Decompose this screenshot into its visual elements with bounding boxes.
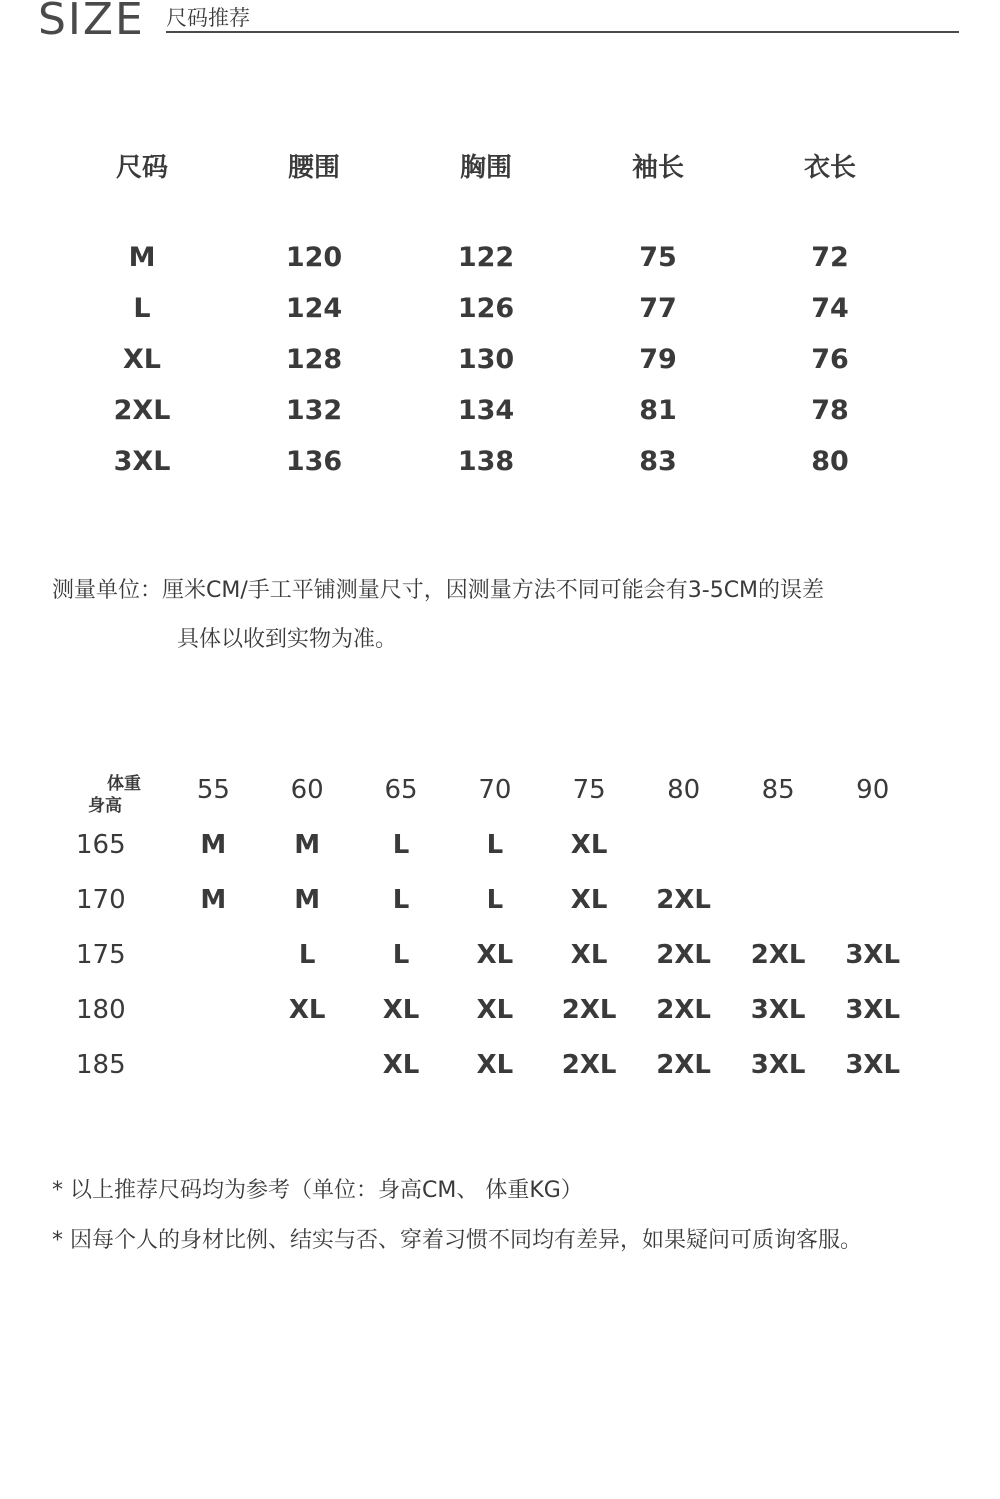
table-cell: 138: [457, 446, 515, 477]
size-cell: L: [298, 939, 316, 970]
size-cell: [166, 982, 260, 1037]
weight-header: 75: [572, 774, 606, 805]
size-cell: L: [392, 829, 410, 860]
weight-header: 70: [478, 774, 512, 805]
table-cell: 130: [457, 344, 515, 375]
table-cell: 79: [639, 344, 677, 375]
size-cell: 2XL: [656, 939, 711, 970]
table-row: [56, 385, 916, 436]
footnote-disclaimer: * 因每个人的身材比例、结实与否、穿着习惯不同均有差异，如果疑问可质询客服。: [52, 1228, 862, 1253]
header-divider: [166, 31, 959, 33]
column-header-sleeve: 袖长: [631, 152, 684, 183]
table-cell: 72: [811, 242, 849, 273]
size-cell: [166, 927, 260, 982]
size-cell: XL: [570, 829, 608, 860]
table-cell: 77: [639, 293, 677, 324]
table-cell: 78: [811, 395, 849, 426]
table-cell: 3XL: [113, 446, 171, 477]
size-cell: 2XL: [656, 994, 711, 1025]
table-cell: 81: [639, 395, 677, 426]
size-cell: XL: [288, 994, 326, 1025]
table-cell: 2XL: [113, 395, 171, 426]
column-header-length: 衣长: [803, 152, 856, 183]
size-cell: M: [200, 829, 227, 860]
size-cell: 2XL: [561, 994, 617, 1025]
weight-header: 90: [856, 774, 890, 805]
table-cell: 134: [457, 395, 515, 426]
size-cell: 2XL: [561, 1049, 617, 1080]
table-cell: 76: [811, 344, 849, 375]
weight-header: 80: [667, 774, 701, 805]
column-header-size: 尺码: [115, 152, 168, 183]
size-cell: 2XL: [656, 1049, 711, 1080]
size-cell: L: [392, 884, 410, 915]
table-cell: M: [128, 242, 156, 273]
weight-header-row: [60, 762, 920, 817]
height-axis-label: 身高: [88, 795, 122, 816]
table-cell: 136: [285, 446, 343, 477]
weight-header: 85: [761, 774, 795, 805]
table-cell: 128: [285, 344, 343, 375]
size-cell: [166, 1037, 260, 1092]
table-cell: 74: [811, 293, 849, 324]
table-cell: XL: [122, 344, 162, 375]
size-cell: 3XL: [845, 939, 901, 970]
size-cell: XL: [382, 1049, 420, 1080]
column-header-waist: 腰围: [287, 152, 340, 183]
size-cell: 3XL: [750, 1049, 806, 1080]
size-cell: [260, 1037, 354, 1092]
table-cell: 132: [285, 395, 343, 426]
table-row: [60, 982, 920, 1037]
measurement-note: 测量单位：厘米CM/手工平铺测量尺寸，因测量方法不同可能会有3-5CM的误差: [52, 578, 825, 603]
height-cell: 175: [76, 939, 126, 970]
table-row: [56, 334, 916, 385]
size-cell: L: [486, 884, 504, 915]
page-title: SIZE: [38, 0, 145, 45]
weight-header: 55: [196, 774, 230, 805]
size-cell: [731, 817, 826, 872]
size-cell: 3XL: [750, 994, 806, 1025]
table-cell: 126: [457, 293, 515, 324]
table-row: [60, 927, 920, 982]
size-cell: XL: [570, 884, 608, 915]
size-cell: XL: [476, 994, 514, 1025]
weight-header: 65: [384, 774, 418, 805]
table-cell: 80: [811, 446, 849, 477]
table-row: [56, 232, 916, 283]
size-cell: [825, 817, 920, 872]
size-cell: [731, 872, 826, 927]
weight-axis-label: 体重: [107, 773, 141, 794]
size-cell: XL: [476, 1049, 514, 1080]
table-cell: 122: [457, 242, 515, 273]
table-row: [60, 1037, 920, 1092]
table-row: [56, 283, 916, 334]
size-cell: XL: [570, 939, 608, 970]
table-row: [56, 436, 916, 487]
size-cell: XL: [476, 939, 514, 970]
column-header-chest: 胸围: [459, 152, 512, 183]
size-cell: [636, 817, 731, 872]
table-row: [60, 817, 920, 872]
corner-cell: [60, 762, 166, 817]
size-chart-table: [56, 136, 916, 487]
size-cell: [825, 872, 920, 927]
table-row: [60, 872, 920, 927]
height-cell: 170: [76, 884, 126, 915]
table-cell: 124: [285, 293, 343, 324]
size-chart-header-row: [56, 136, 916, 194]
table-cell: 83: [639, 446, 677, 477]
size-cell: M: [200, 884, 227, 915]
size-cell: 2XL: [750, 939, 806, 970]
size-cell: 2XL: [656, 884, 711, 915]
height-cell: 165: [76, 829, 126, 860]
size-cell: M: [294, 884, 321, 915]
footnote-reference: * 以上推荐尺码均为参考（单位：身高CM、 体重KG）: [52, 1178, 583, 1203]
height-cell: 185: [76, 1049, 126, 1080]
size-cell: L: [486, 829, 504, 860]
height-cell: 180: [76, 994, 126, 1025]
size-cell: XL: [382, 994, 420, 1025]
size-cell: 3XL: [845, 994, 901, 1025]
measurement-note-continued: 具体以收到实物为准。: [177, 627, 398, 652]
page-subtitle: 尺码推荐: [166, 6, 250, 30]
size-cell: 3XL: [845, 1049, 901, 1080]
size-cell: M: [294, 829, 321, 860]
table-cell: L: [133, 293, 151, 324]
size-recommendation-table: [60, 762, 920, 1092]
table-cell: 75: [639, 242, 677, 273]
weight-header: 60: [290, 774, 324, 805]
table-cell: 120: [285, 242, 343, 273]
size-cell: L: [392, 939, 410, 970]
spacer-row: [56, 194, 916, 232]
